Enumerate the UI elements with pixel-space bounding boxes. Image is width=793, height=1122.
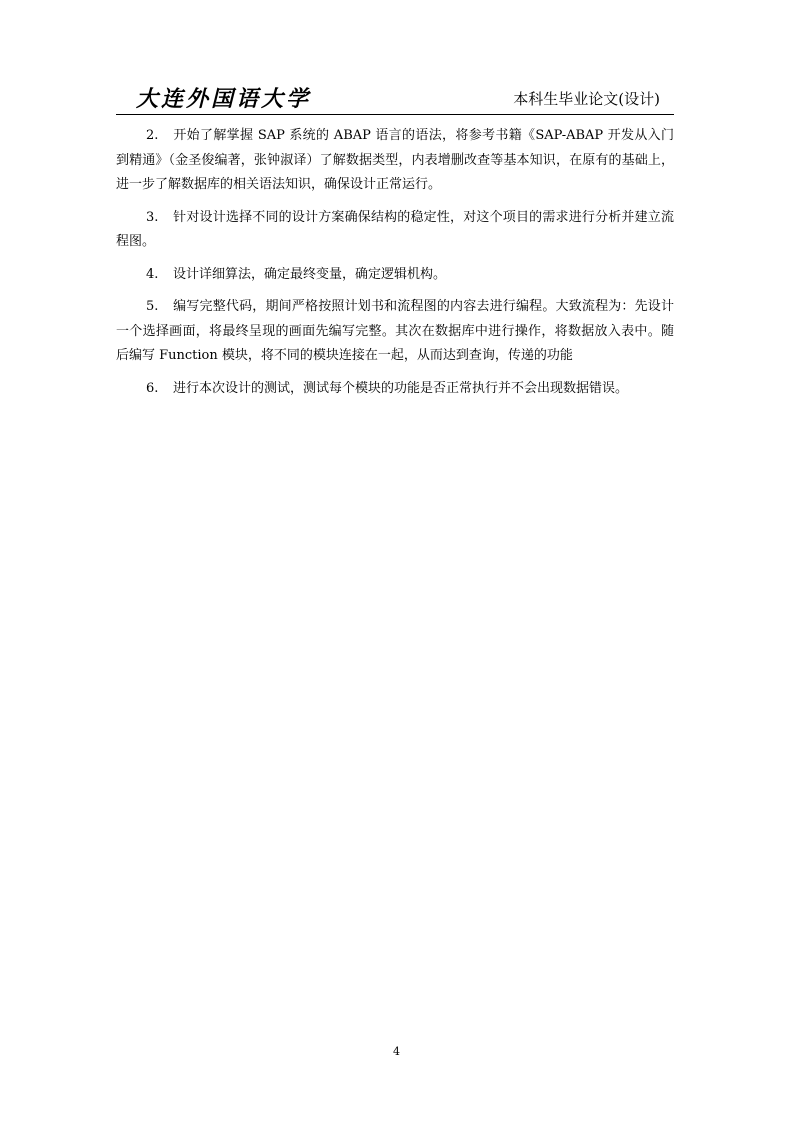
list-item <box>116 124 674 198</box>
list-item-number: 4. <box>146 266 159 282</box>
list-item-number: 5. <box>146 299 159 314</box>
list-item <box>116 377 674 402</box>
list-item-number: 3. <box>146 209 159 225</box>
list-item-text: 编写完整代码，期间严格按照计划书和流程图的内容去进行编程。大致流程为：先设计一个选择画面，将最终呈现的画面先编写完整。其次在数据库中进行操作，将数据放入表中。随后编写 Function 模块，将不同的模块连接在一起，从而达到查询，传递的功能 <box>116 299 674 363</box>
list-item <box>116 295 674 369</box>
list-item-number: 6. <box>146 380 159 396</box>
page-number: 4 <box>393 1045 400 1058</box>
page-header <box>116 80 674 115</box>
list-item <box>116 263 674 288</box>
university-logo-text: 大连外国语大学 <box>136 87 312 112</box>
list-item <box>116 206 674 255</box>
list-item-text: 设计详细算法，确定最终变量，确定逻辑机构。 <box>173 266 447 282</box>
list-item-text: 开始了解掌握 SAP 系统的 ABAP 语言的语法，将参考书籍《SAP-ABAP 开发从入门到精通》（金圣俊编著，张钟淑译）了解数据类型，内表增删改查等基本知识，在原有的基础上，进一步了解数据库的相关语法知识，确保设计正常运行。 <box>116 128 674 192</box>
list-item-text: 针对设计选择不同的设计方案确保结构的稳定性，对这个项目的需求进行分析并建立流程图。 <box>116 209 674 249</box>
list-item-text: 进行本次设计的测试，测试每个模块的功能是否正常执行并不会出现数据错误。 <box>173 380 629 396</box>
document-type: 本科生毕业论文(设计) <box>513 90 660 108</box>
document-body <box>116 124 674 409</box>
list-item-number: 2. <box>146 128 159 143</box>
